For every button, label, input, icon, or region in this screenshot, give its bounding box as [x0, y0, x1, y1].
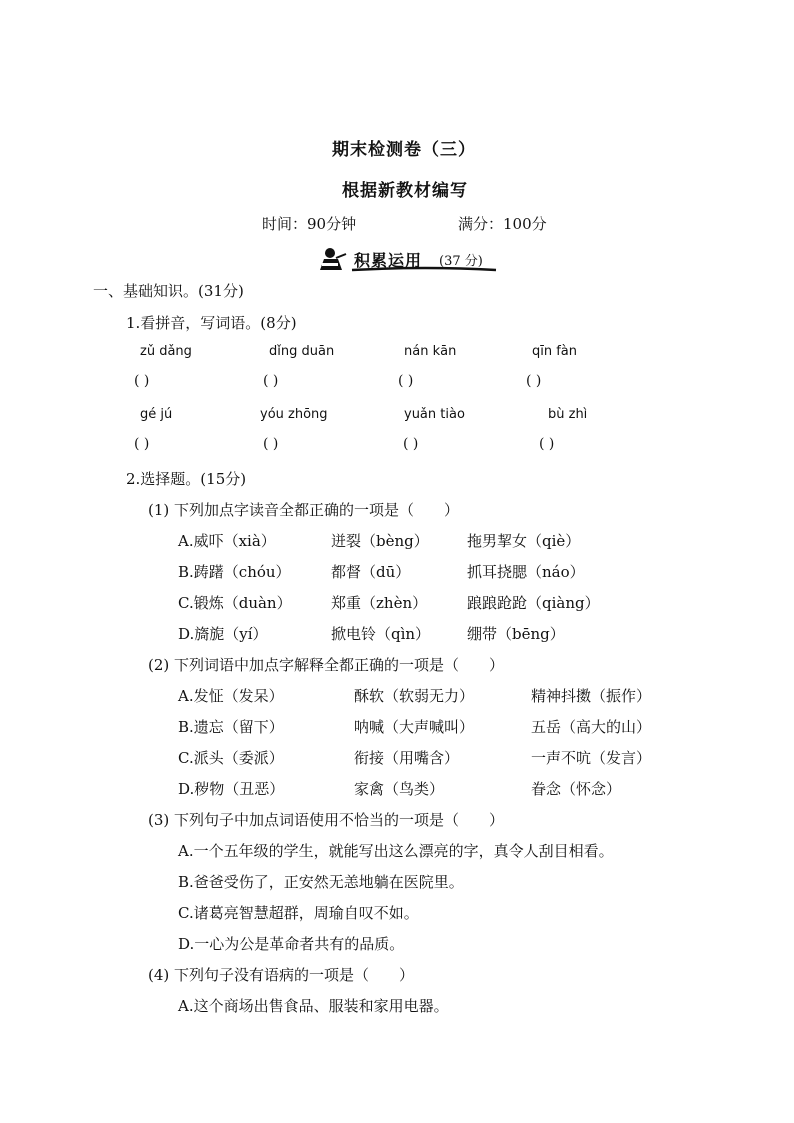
pinyin-item: dǐng duān: [269, 344, 335, 359]
answer-blank[interactable]: ( ): [403, 436, 419, 452]
page-title: 期末检测卷（三）: [332, 140, 476, 160]
banner-label: 积累运用: [354, 251, 423, 270]
section-banner: [316, 244, 500, 274]
option-text: 踉踉跄跄（qiàng）: [467, 594, 600, 612]
option-text: B.踌躇（chóu）: [178, 563, 291, 581]
option-text: C.派头（委派）: [178, 749, 284, 767]
option-text: 精神抖擞（振作）: [531, 687, 652, 705]
pinyin-item: qīn fàn: [532, 344, 578, 359]
option-text: 掀电铃（qìn）: [331, 625, 431, 643]
answer-blank[interactable]: ( ): [134, 373, 150, 389]
answer-blank[interactable]: ( ): [134, 436, 150, 452]
sub-question-stem: (2) 下列词语中加点字解释全都正确的一项是（ ）: [148, 656, 505, 674]
option-text: 都督（dū）: [331, 563, 411, 581]
pinyin-item: yuǎn tiào: [404, 407, 465, 422]
option-text: B.遗忘（留下）: [178, 718, 284, 736]
sub-question-stem: (4) 下列句子没有语病的一项是（ ）: [148, 966, 415, 984]
option-text: B.爸爸受伤了，正安然无恙地躺在医院里。: [178, 873, 464, 891]
answer-blank[interactable]: ( ): [539, 436, 555, 452]
option-text: D.秽物（丑恶）: [178, 780, 285, 798]
option-text: A.一个五年级的学生，就能写出这么漂亮的字，真令人刮目相看。: [178, 842, 614, 860]
option-text: 酥软（软弱无力）: [354, 687, 475, 705]
option-text: A.这个商场出售食品、服装和家用电器。: [178, 997, 449, 1015]
pinyin-item: nán kān: [404, 344, 457, 359]
answer-blank[interactable]: ( ): [263, 436, 279, 452]
option-text: 拖男挈女（qiè）: [467, 532, 581, 550]
exam-full-score: 满分：100分: [458, 215, 547, 233]
option-text: C.诸葛亮智慧超群，周瑜自叹不如。: [178, 904, 419, 922]
option-text: D.一心为公是革命者共有的品质。: [178, 935, 405, 953]
page-subtitle: 根据新教材编写: [342, 181, 468, 201]
section-heading: 一、基础知识。(31分): [93, 282, 244, 300]
option-text: 家禽（鸟类）: [354, 780, 445, 798]
question-1-heading: 1.看拼音，写词语。(8分): [126, 314, 297, 332]
pinyin-item: yóu zhōng: [260, 407, 328, 422]
option-text: 一声不吭（发言）: [531, 749, 652, 767]
option-text: A.发怔（发呆）: [178, 687, 284, 705]
option-text: A.威吓（xià）: [178, 532, 276, 550]
option-text: 呐喊（大声喊叫）: [354, 718, 475, 736]
sub-question-stem: (1) 下列加点字读音全都正确的一项是（ ）: [148, 501, 460, 519]
banner-points: (37 分): [439, 254, 483, 269]
option-text: 郑重（zhèn）: [331, 594, 428, 612]
option-text: 五岳（高大的山）: [531, 718, 652, 736]
sub-question-stem: (3) 下列句子中加点词语使用不恰当的一项是（ ）: [148, 811, 505, 829]
answer-blank[interactable]: ( ): [526, 373, 542, 389]
pinyin-item: bù zhì: [548, 407, 588, 422]
question-2-heading: 2.选择题。(15分): [126, 470, 247, 488]
option-text: 抓耳挠腮（náo）: [467, 563, 585, 581]
answer-blank[interactable]: ( ): [263, 373, 279, 389]
option-text: 衔接（用嘴含）: [354, 749, 460, 767]
option-text: 迸裂（bèng）: [331, 532, 429, 550]
option-text: D.旖旎（yí）: [178, 625, 268, 643]
pinyin-item: gé jú: [140, 407, 173, 422]
option-text: 绷带（bēng）: [467, 625, 565, 643]
pinyin-item: zǔ dǎng: [140, 344, 192, 359]
option-text: 眷念（怀念）: [531, 780, 622, 798]
option-text: C.锻炼（duàn）: [178, 594, 292, 612]
answer-blank[interactable]: ( ): [398, 373, 414, 389]
exam-time: 时间：90分钟: [262, 215, 357, 233]
